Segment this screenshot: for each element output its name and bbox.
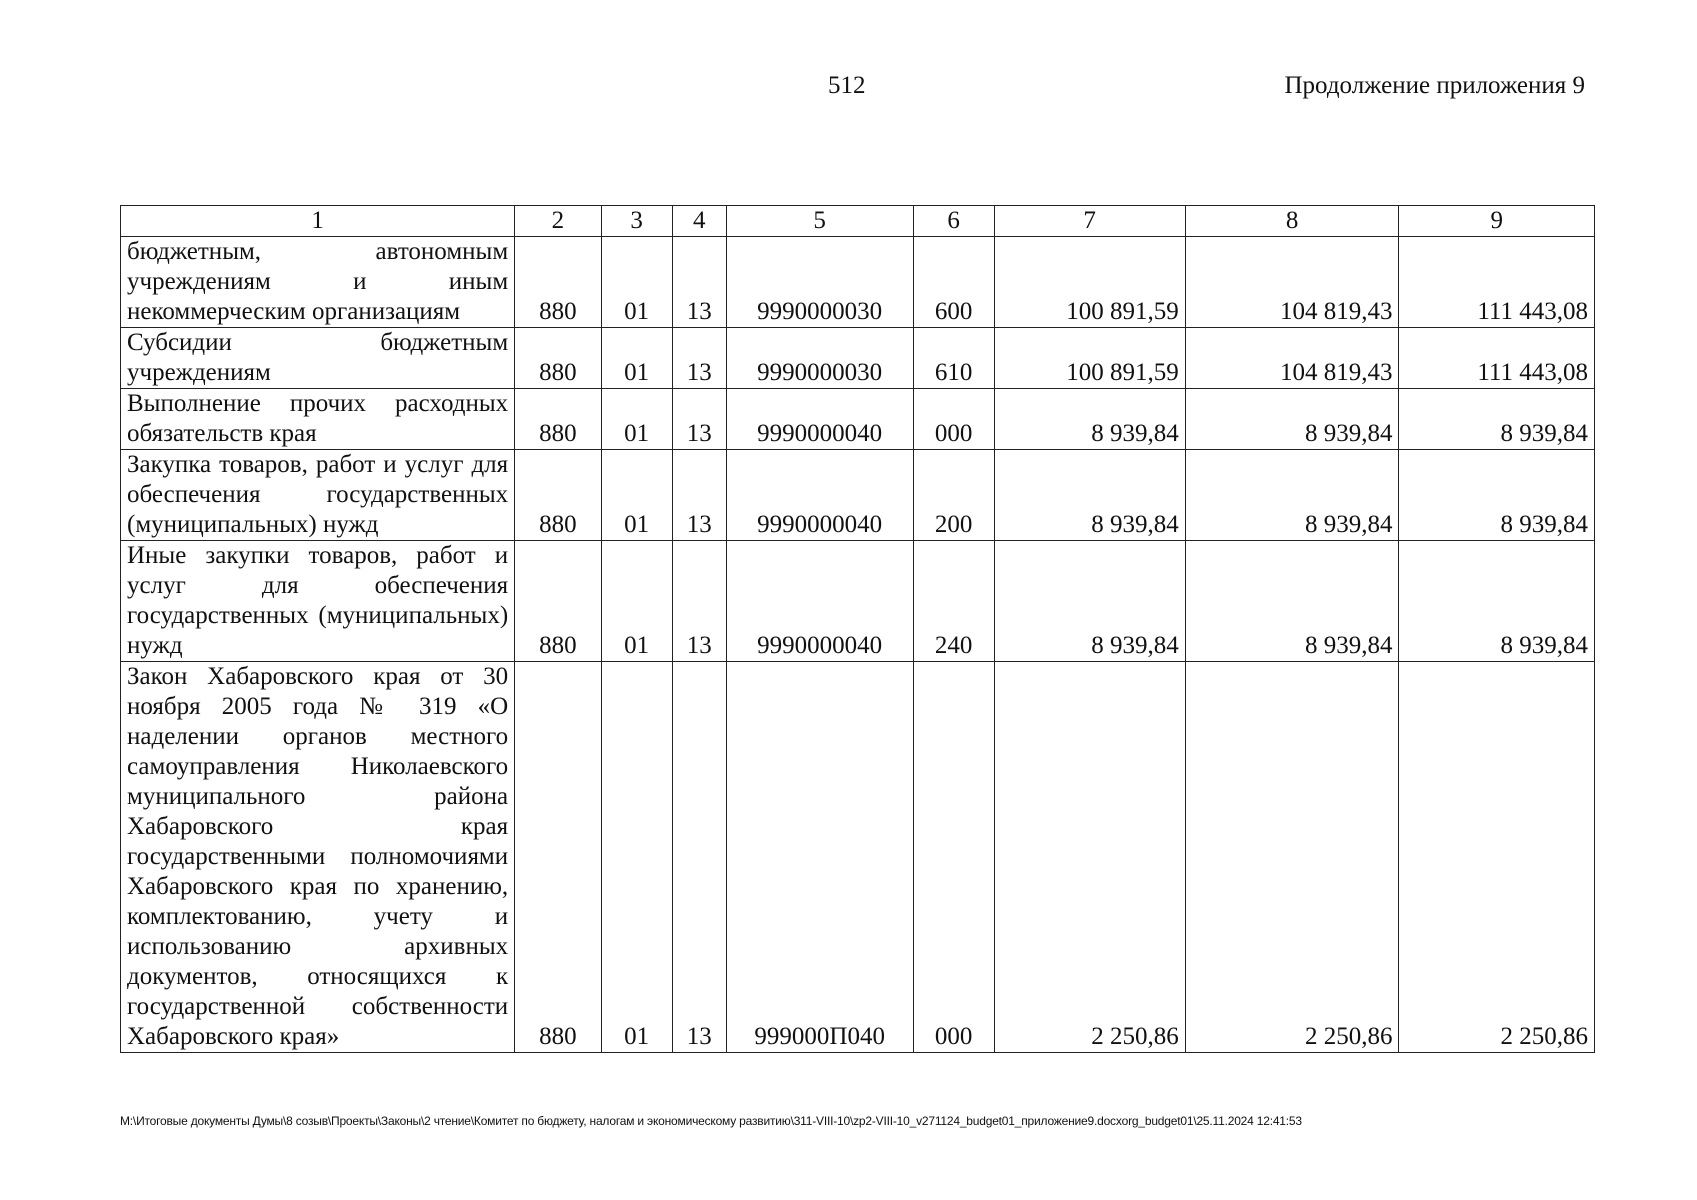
row-code-5: 9990000040 [726, 389, 913, 450]
column-header: 7 [994, 206, 1185, 237]
row-amount-9: 111 443,08 [1399, 328, 1595, 389]
row-code-3: 01 [601, 662, 672, 1053]
column-header: 5 [726, 206, 913, 237]
table-header-row [121, 206, 1595, 237]
row-code-4: 13 [672, 450, 726, 541]
continuation-label: Продолжение приложения 9 [1284, 72, 1585, 99]
row-amount-7: 100 891,59 [994, 237, 1185, 328]
row-code-3: 01 [601, 389, 672, 450]
row-code-6: 000 [913, 662, 994, 1053]
row-code-5: 999000П040 [726, 662, 913, 1053]
row-code-6: 200 [913, 450, 994, 541]
row-code-5: 9990000030 [726, 328, 913, 389]
row-name: Иные закупки товаров, работ и услуг для обеспечения государственных (муниципальных) нужд [121, 541, 515, 662]
row-code-4: 13 [672, 237, 726, 328]
row-amount-9: 8 939,84 [1399, 541, 1595, 662]
row-amount-9: 2 250,86 [1399, 662, 1595, 1053]
column-header: 2 [515, 206, 601, 237]
row-code-2: 880 [515, 237, 601, 328]
row-amount-9: 8 939,84 [1399, 450, 1595, 541]
column-header: 1 [121, 206, 515, 237]
row-code-2: 880 [515, 328, 601, 389]
row-code-2: 880 [515, 541, 601, 662]
row-amount-8: 104 819,43 [1185, 328, 1399, 389]
row-code-4: 13 [672, 328, 726, 389]
row-code-2: 880 [515, 389, 601, 450]
column-header: 3 [601, 206, 672, 237]
row-name: Закон Хабаровского края от 30 ноября 2005 года № 319 «О наделении органов местного самоуправления Николаевского муниципального района Хабаровского края государственными полномочиями Хабаровского края по хранению, комплектованию, учету и использованию архивных документов, относящихся к государственной собственности Хабаровского края» [121, 662, 515, 1053]
row-code-2: 880 [515, 662, 601, 1053]
column-header: 6 [913, 206, 994, 237]
row-code-3: 01 [601, 541, 672, 662]
row-name: бюджетным, автономным учреждениям и иным некоммерческим организациям [121, 237, 515, 328]
table-row [121, 541, 1595, 662]
column-header: 4 [672, 206, 726, 237]
row-code-6: 240 [913, 541, 994, 662]
row-code-5: 9990000030 [726, 237, 913, 328]
column-header: 9 [1399, 206, 1595, 237]
table-row [121, 328, 1595, 389]
table-row [121, 237, 1595, 328]
column-header: 8 [1185, 206, 1399, 237]
row-name: Субсидии бюджетным учреждениям [121, 328, 515, 389]
row-amount-8: 104 819,43 [1185, 237, 1399, 328]
row-amount-7: 8 939,84 [994, 450, 1185, 541]
row-code-2: 880 [515, 450, 601, 541]
row-amount-7: 2 250,86 [994, 662, 1185, 1053]
table-row [121, 662, 1595, 1053]
row-amount-7: 8 939,84 [994, 541, 1185, 662]
row-amount-8: 8 939,84 [1185, 541, 1399, 662]
row-code-5: 9990000040 [726, 450, 913, 541]
row-code-6: 610 [913, 328, 994, 389]
page-number: 512 [828, 72, 866, 99]
row-code-6: 000 [913, 389, 994, 450]
table-row [121, 389, 1595, 450]
budget-table [120, 205, 1595, 1053]
row-code-4: 13 [672, 541, 726, 662]
row-code-4: 13 [672, 389, 726, 450]
row-code-4: 13 [672, 662, 726, 1053]
row-code-6: 600 [913, 237, 994, 328]
row-amount-8: 8 939,84 [1185, 450, 1399, 541]
row-amount-9: 111 443,08 [1399, 237, 1595, 328]
row-code-3: 01 [601, 237, 672, 328]
row-code-3: 01 [601, 450, 672, 541]
row-amount-8: 8 939,84 [1185, 389, 1399, 450]
row-name: Закупка товаров, работ и услуг для обеспечения государственных (муниципальных) нужд [121, 450, 515, 541]
row-code-3: 01 [601, 328, 672, 389]
row-amount-8: 2 250,86 [1185, 662, 1399, 1053]
row-amount-7: 8 939,84 [994, 389, 1185, 450]
row-code-5: 9990000040 [726, 541, 913, 662]
row-amount-9: 8 939,84 [1399, 389, 1595, 450]
footer-file-path: М:\Итоговые документы Думы\8 созыв\Проекты\Законы\2 чтение\Комитет по бюджету, налогам и экономическому развитию\311-VIII-10\zp2-VIII-10_v271124_budget01_приложение9.docxorg_budget01\25.11.2024 12:41:53 [120, 1114, 1302, 1128]
table-row [121, 450, 1595, 541]
row-amount-7: 100 891,59 [994, 328, 1185, 389]
row-name: Выполнение прочих расходных обязательств края [121, 389, 515, 450]
